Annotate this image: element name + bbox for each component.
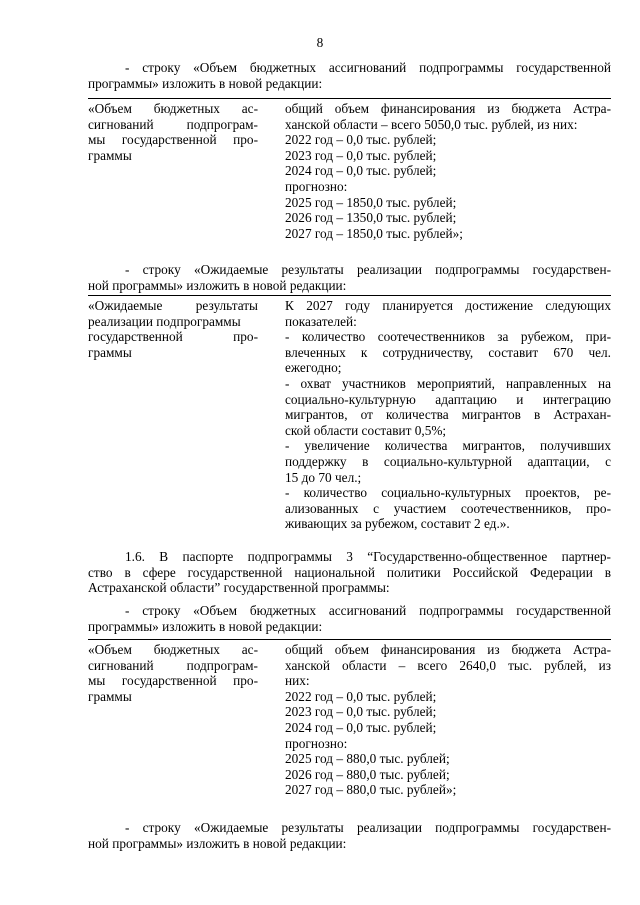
intro-budget-1 [88,60,611,91]
text-line: социально-культурную адаптацию и интеграцию [285,391,611,407]
text-line: 2024 год – 0,0 тыс. рублей; [285,719,437,735]
table-top-rule [88,98,611,99]
table-value-cell [285,298,611,532]
table-label-cell [88,298,258,360]
text-line: сигнований подпрограм- [88,116,258,132]
table-value-cell [285,642,611,798]
text-line: 2022 год – 0,0 тыс. рублей; [285,132,437,148]
text-line: - строку «Ожидаемые результаты реализации подпрограммы государствен- [125,820,611,835]
text-line: - количество социально-культурных проектов, ре- [285,485,611,501]
paragraph-1-6 [88,549,611,596]
text-line: - количество соотечественников за рубежом, при- [285,329,611,345]
text-line: ханской области – всего 2640,0 тыс. рублей, из [285,657,611,673]
text-line: «Объем бюджетных ас- [88,101,258,116]
intro-results-2 [88,820,611,851]
text-line: ханской области – всего 5050,0 тыс. рублей, из них: [285,116,578,132]
text-line: 2025 год – 1850,0 тыс. рублей; [285,194,457,210]
text-line: влеченных к сотрудничеству, составит 670 чел. [285,344,611,360]
text-line: - увеличение количества мигрантов, получивших [285,438,611,454]
text-line: них: [285,673,310,689]
text-line: прогнозно: [285,178,348,194]
text-line: программы» изложить в новой редакции: [88,75,323,91]
text-line: показателей: [285,313,357,329]
text-line: 2024 год – 0,0 тыс. рублей; [285,163,437,179]
table-top-rule [88,295,611,296]
text-line: 2025 год – 880,0 тыс. рублей; [285,751,450,767]
text-line: 15 до 70 чел.; [285,469,362,485]
text-line: общий объем финансирования из бюджета Астра- [285,642,611,657]
table-label-cell [88,642,258,704]
text-line: ской области составит 0,5%; [285,422,447,438]
text-line: 2023 год – 0,0 тыс. рублей; [285,147,437,163]
text-line: программы» изложить в новой редакции: [88,618,323,634]
text-line: ализованных с участием соотечественников, про- [285,500,611,516]
text-line: мигрантов, от количества мигрантов в Астрахан- [285,407,611,423]
text-line: 2023 год – 0,0 тыс. рублей; [285,704,437,720]
text-line: «Объем бюджетных ас- [88,642,258,657]
intro-results-1 [88,262,611,293]
page-number: 8 [316,35,324,50]
table-top-rule [88,639,611,640]
text-line: ство в сфере государственной национальной политики Российской Федерации в [88,564,611,580]
text-line: ной программы» изложить в новой редакции: [88,277,347,293]
text-line: граммы [88,688,132,704]
text-line: реализации подпрограммы [88,313,241,329]
text-line: поддержку в социально-культурной адаптации, с [285,453,611,469]
text-line: мы государственной про- [88,673,258,689]
text-line: 2027 год – 880,0 тыс. рублей»; [285,782,457,798]
text-line: К 2027 году планируется достижение следующих [285,298,611,313]
text-line: граммы [88,344,132,360]
table-label-cell [88,101,258,163]
text-line: сигнований подпрограм- [88,657,258,673]
text-line: - строку «Объем бюджетных ассигнований подпрограммы государственной [125,60,611,75]
text-line: 1.6. В паспорте подпрограммы 3 “Государственно-общественное партнер- [125,549,611,564]
text-line: «Ожидаемые результаты [88,298,258,313]
text-line: 2027 год – 1850,0 тыс. рублей»; [285,225,463,241]
text-line: мы государственной про- [88,132,258,148]
table-value-cell [285,101,611,241]
text-line: 2022 год – 0,0 тыс. рублей; [285,688,437,704]
intro-budget-2 [88,603,611,634]
text-line: - строку «Объем бюджетных ассигнований подпрограммы государственной [125,603,611,618]
text-line: живающих за рубежом, составит 2 ед.». [285,516,510,532]
text-line: 2026 год – 880,0 тыс. рублей; [285,766,450,782]
text-line: - строку «Ожидаемые результаты реализации подпрограммы государствен- [125,262,611,277]
text-line: прогнозно: [285,735,348,751]
text-line: Астраханской области” государственной программы: [88,580,390,596]
text-line: - охват участников мероприятий, направленных на [285,375,611,391]
text-line: ежегодно; [285,360,342,376]
text-line: государственной про- [88,329,258,345]
text-line: граммы [88,147,132,163]
text-line: общий объем финансирования из бюджета Астра- [285,101,611,116]
text-line: ной программы» изложить в новой редакции: [88,835,347,851]
text-line: 2026 год – 1350,0 тыс. рублей; [285,210,457,226]
